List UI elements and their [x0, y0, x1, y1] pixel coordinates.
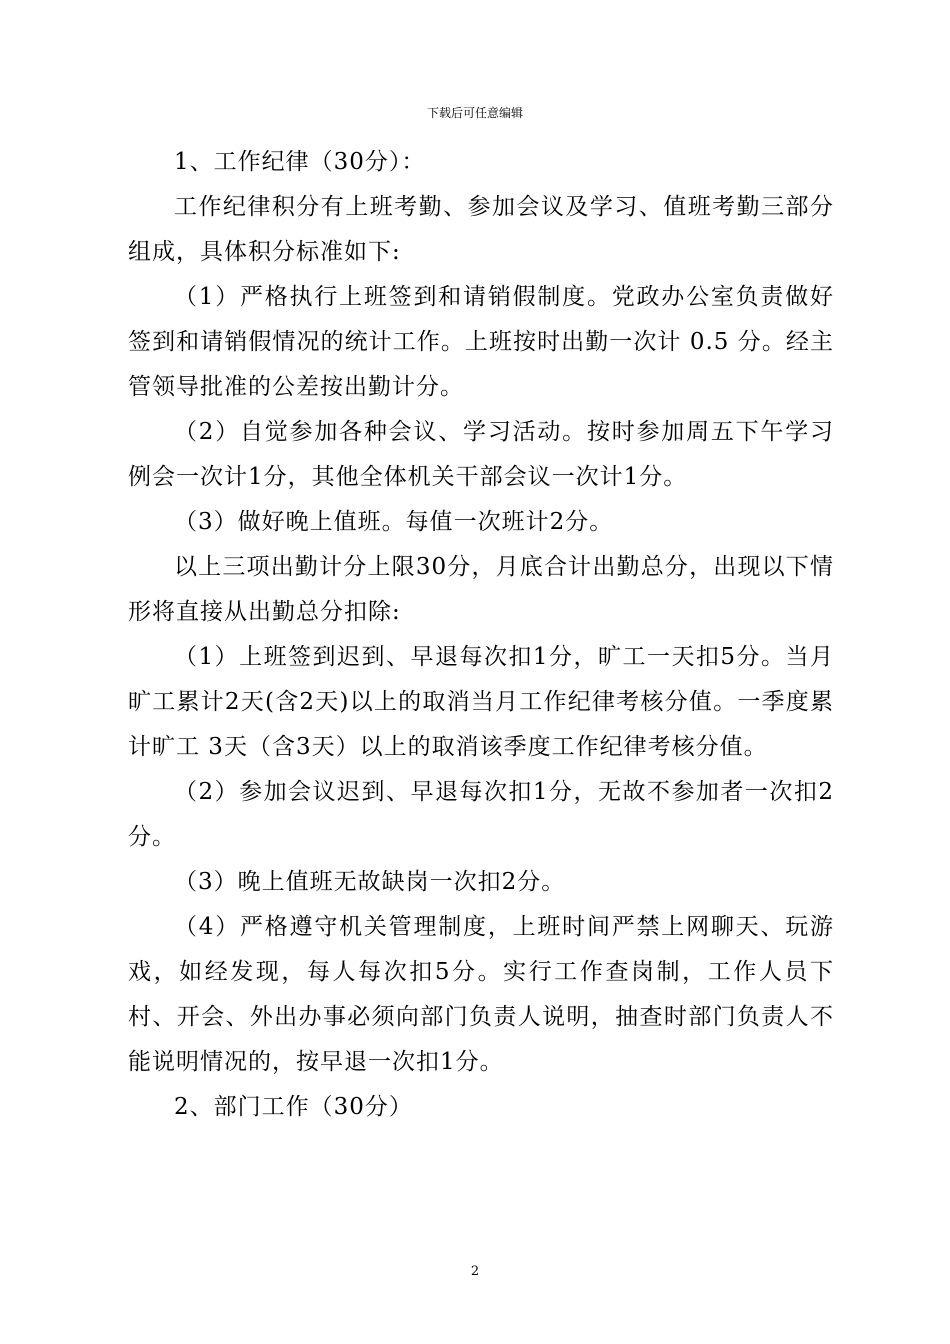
paragraph: （1）严格执行上班签到和请销假制度。党政办公室负责做好签到和请销假情况的统计工作。上班按时出勤一次计 0.5 分。经主管领导批准的公差按出勤计分。	[128, 284, 834, 400]
section-heading-department-work: 2、部门工作（30分）	[174, 1094, 413, 1120]
page-number: 2	[470, 1264, 480, 1279]
paragraph: （2）自觉参加各种会议、学习活动。按时参加周五下午学习例会一次计1分，其他全体机关干部会议一次计1分。	[128, 419, 834, 490]
paragraph: （4）严格遵守机关管理制度，上班时间严禁上网聊天、玩游戏，如经发现，每人每次扣5分。实行工作查岗制，工作人员下村、开会、外出办事必须向部门负责人说明，抽查时部门负责人不能说明情况的，按早退一次扣1分。	[128, 914, 834, 1075]
body-text	[128, 140, 834, 1130]
paragraph: （2）参加会议迟到、早退每次扣1分，无故不参加者一次扣2分。	[128, 779, 834, 850]
section-heading-work-discipline: 1、工作纪律（30分）：	[174, 149, 426, 175]
paragraph: （3）做好晚上值班。每值一次班计2分。	[174, 509, 614, 535]
paragraph: 工作纪律积分有上班考勤、参加会议及学习、值班考勤三部分组成，具体积分标准如下:	[128, 194, 834, 265]
paragraph: （3）晚上值班无故缺岗一次扣2分。	[174, 869, 566, 895]
paragraph: 以上三项出勤计分上限30分，月底合计出勤总分，出现以下情形将直接从出勤总分扣除:	[128, 554, 834, 625]
paragraph: （1）上班签到迟到、早退每次扣1分，旷工一天扣5分。当月旷工累计2天(含2天)以上的取消当月工作纪律考核分值。一季度累计旷工 3天（含3天）以上的取消该季度工作纪律考核分值。	[128, 644, 834, 760]
header-note: 下载后可任意编辑	[426, 106, 523, 120]
